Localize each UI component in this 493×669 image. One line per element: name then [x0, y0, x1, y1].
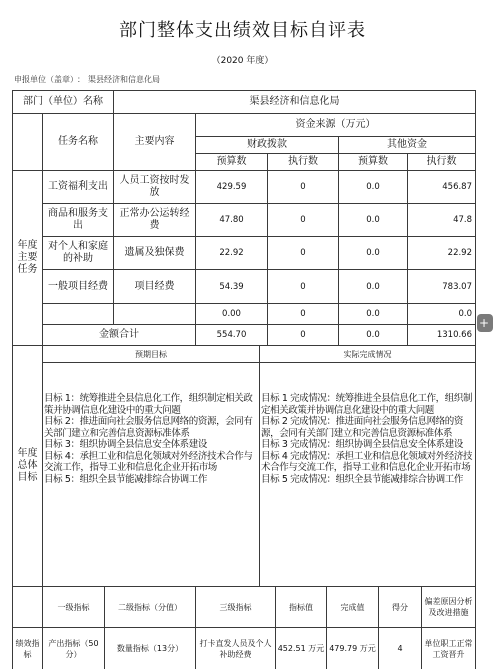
- task-other-exec: 0.0: [408, 304, 475, 324]
- task-name-header: 任务名称: [43, 114, 113, 170]
- other-executed-header: 执行数: [408, 154, 475, 170]
- task-fiscal-exec: 0: [268, 171, 338, 203]
- task-other-budget: 0.0: [339, 204, 407, 236]
- fund-source-header: 资金来源（万元）: [196, 114, 475, 136]
- task-fiscal-exec: 0: [268, 237, 338, 269]
- indicator-level1-header: 一级指标: [43, 587, 104, 627]
- task-other-budget: 0.0: [339, 304, 407, 324]
- indicator-target: 452.51 万元: [276, 628, 326, 669]
- other-fund-header: 其他资金: [339, 137, 475, 153]
- indicator-level2-header: 二级指标（分值）: [105, 587, 195, 627]
- indicator-target-header: 指标值: [276, 587, 326, 627]
- task-fiscal-exec: 0: [268, 270, 338, 303]
- task-content: 项目经费: [114, 270, 195, 303]
- fiscal-header: 财政拨款: [196, 137, 338, 153]
- actual-goal-header: 实际完成情况: [260, 346, 475, 362]
- indicator-level3-header: 三级指标: [196, 587, 275, 627]
- task-fiscal-budget: 429.59: [196, 171, 267, 203]
- applicant-unit-label: 申报单位（盖章）: [14, 75, 74, 84]
- task-name: [43, 304, 113, 324]
- annual-goal-label: 年度总体目标: [13, 346, 42, 586]
- task-name: 商品和服务支出: [43, 204, 113, 236]
- evaluation-table: [12, 90, 476, 669]
- task-content: [114, 304, 195, 324]
- indicator-level2: 数量指标（13分）: [105, 628, 195, 669]
- indicator-score: 4: [379, 628, 421, 669]
- task-other-exec: 47.8: [408, 204, 475, 236]
- task-other-exec: 456.87: [408, 171, 475, 203]
- task-fiscal-budget: 54.39: [196, 270, 267, 303]
- task-other-budget: 0.0: [339, 171, 407, 203]
- total-label: 金额合计: [43, 325, 195, 345]
- task-content: 遗属及独保费: [114, 237, 195, 269]
- task-name: 一般项目经费: [43, 270, 113, 303]
- task-fiscal-exec: 0: [268, 204, 338, 236]
- annual-task-label: 年度主要任务: [13, 171, 42, 345]
- total-fiscal-budget: 554.70: [196, 325, 267, 345]
- total-fiscal-exec: 0: [268, 325, 338, 345]
- header-spacer: [13, 114, 42, 170]
- expected-goal-header: 预期目标: [43, 346, 259, 362]
- task-other-budget: 0.0: [339, 270, 407, 303]
- indicator-level3: 打卡直发人员及个人补助经费: [196, 628, 275, 669]
- plus-icon[interactable]: +: [477, 314, 493, 332]
- total-other-budget: 0.0: [339, 325, 407, 345]
- total-other-exec: 1310.66: [408, 325, 475, 345]
- task-name: 对个人和家庭的补助: [43, 237, 113, 269]
- task-content: 正常办公运转经费: [114, 204, 195, 236]
- indicator-score-header: 得分: [379, 587, 421, 627]
- report-year: （2020 年度）: [211, 56, 274, 66]
- fiscal-executed-header: 执行数: [268, 154, 338, 170]
- indicator-header-spacer: [13, 587, 42, 627]
- task-fiscal-budget: 22.92: [196, 237, 267, 269]
- task-other-exec: 22.92: [408, 237, 475, 269]
- dept-name-value: 渠县经济和信息化局: [114, 91, 475, 113]
- applicant-unit-value: 渠县经济和信息化局: [88, 75, 160, 84]
- actual-goals-text: 目标 1 完成情况：统筹推进全县信息化工作，组织制定相关政策并协调信息化建设中的重大问题 目标 2 完成情况：推进面向社会服务信息网络的资源，会同有关部门建立和完善信息资源标准体系 目标 3 完成情况：组织协调全县信息安全体系建设 目标 4 完成情况：承担工业和信息化领域对外经济技术合作与交流工作，指导工业和信息化企业开拓市场 目标 5 完成情况：组织全县节能减排综合协调工作: [260, 363, 475, 586]
- expected-goals-text: 目标 1：统筹推进全县信息化工作，组织制定相关政策并协调信息化建设中的重大问题 目标 2：推进面向社会服务信息网络的资源，会同有关部门建立和完善信息资源标准体系 目标 3：组织协调全县信息安全体系建设 目标 4：承担工业和信息化领域对外经济技术合作与交流工作，指导工业和信息化企业开拓市场 目标 5：组织全县节能减排综合协调工作: [43, 363, 259, 586]
- fiscal-budget-header: 预算数: [196, 154, 267, 170]
- indicator-completion: 479.79 万元: [327, 628, 378, 669]
- main-content-header: 主要内容: [114, 114, 195, 170]
- other-budget-header: 预算数: [339, 154, 407, 170]
- applicant-unit: 申报单位（盖章） ： 渠县经济和信息化局: [14, 75, 160, 84]
- task-other-exec: 783.07: [408, 270, 475, 303]
- indicator-level1: 产出指标（50分）: [43, 628, 104, 669]
- task-fiscal-budget: 0.00: [196, 304, 267, 324]
- indicator-deviation-header: 偏差原因分析及改进措施: [422, 587, 475, 627]
- indicator-completion-header: 完成值: [327, 587, 378, 627]
- page-title: 部门整体支出绩效目标自评表: [119, 20, 366, 41]
- task-fiscal-budget: 47.80: [196, 204, 267, 236]
- indicator-deviation: 单位职工正常工资晋升: [422, 628, 475, 669]
- task-name: 工资福利支出: [43, 171, 113, 203]
- indicator-row-label: 绩效指标: [13, 628, 42, 669]
- task-content: 人员工资按时发放: [114, 171, 195, 203]
- task-other-budget: 0.0: [339, 237, 407, 269]
- task-fiscal-exec: 0: [268, 304, 338, 324]
- dept-name-label: 部门（单位）名称: [13, 91, 113, 113]
